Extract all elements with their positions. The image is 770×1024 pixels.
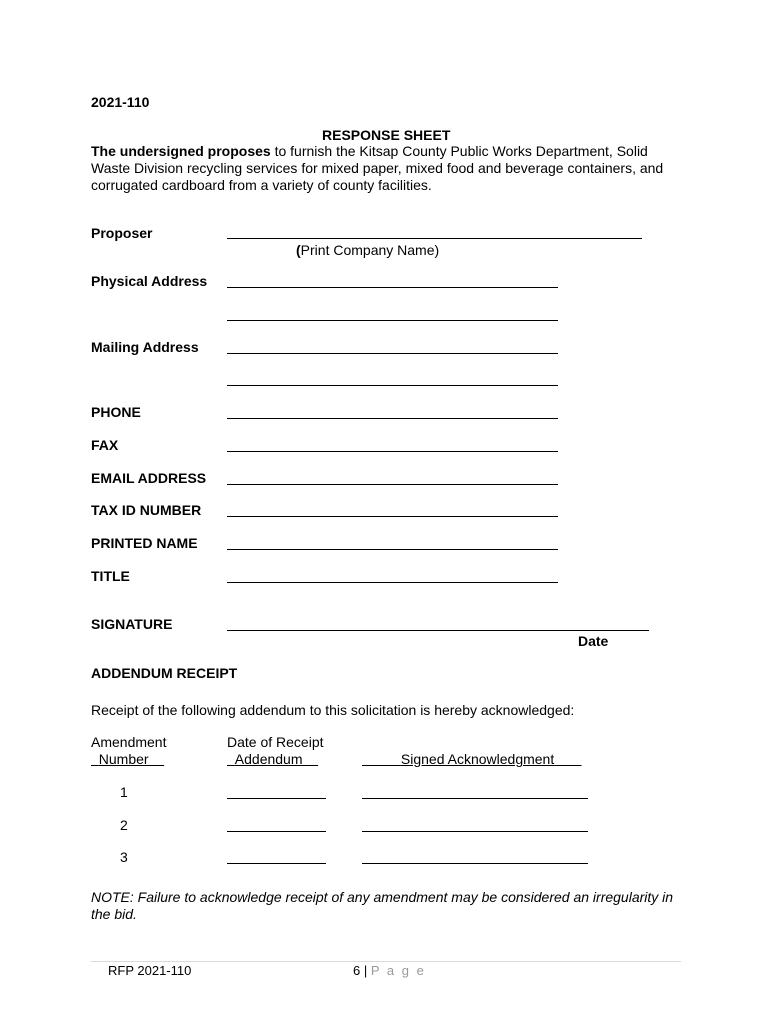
document-number: 2021-110 xyxy=(91,94,150,110)
amendment-number-2: 2 xyxy=(120,817,128,833)
phone-label: PHONE xyxy=(91,404,141,420)
fax-line[interactable] xyxy=(227,451,558,452)
note-text: NOTE: Failure to acknowledge receipt of any amendment may be considered an irregularity in the bid. xyxy=(91,889,674,922)
physical-address-line-2[interactable] xyxy=(227,320,558,321)
phone-line[interactable] xyxy=(227,418,558,419)
print-company-caption: (Print Company Name) xyxy=(296,242,440,258)
fax-label: FAX xyxy=(91,437,119,453)
mailing-address-line-1[interactable] xyxy=(227,353,558,354)
page-title: RESPONSE SHEET xyxy=(322,127,451,143)
date-receipt-line-2[interactable] xyxy=(227,831,326,832)
intro-rest: to furnish the Kitsap County Public Works Department, Solid Waste Division recycling services for mixed paper, mixed food and beverage containers, and corrugated cardboard from a variety of county facilities. xyxy=(91,143,664,193)
amendment-number-1: 1 xyxy=(120,784,128,800)
page-word: P a g e xyxy=(370,963,426,978)
footer-rfp: RFP 2021-110 xyxy=(108,963,192,978)
signature-line[interactable] xyxy=(227,630,649,631)
addendum-heading: ADDENDUM RECEIPT xyxy=(91,665,238,681)
tax-id-label: TAX ID NUMBER xyxy=(91,502,202,518)
amendment-header-line2: Number xyxy=(98,751,149,767)
email-line[interactable] xyxy=(227,484,558,485)
mailing-address-line-2[interactable] xyxy=(227,385,558,386)
date-caption: Date xyxy=(578,633,609,649)
printed-name-line[interactable] xyxy=(227,549,558,550)
date-receipt-line-1[interactable] xyxy=(227,798,326,799)
signed-ack-line-3[interactable] xyxy=(362,863,588,864)
physical-address-label: Physical Address xyxy=(91,273,208,289)
title-line[interactable] xyxy=(227,582,558,583)
page-sep: | xyxy=(360,963,371,978)
mailing-address-label: Mailing Address xyxy=(91,339,199,355)
physical-address-line-1[interactable] xyxy=(227,287,558,288)
proposer-line[interactable] xyxy=(227,238,642,239)
date-receipt-header-line2: Addendum xyxy=(234,751,303,767)
date-receipt-header-line1: Date of Receipt xyxy=(227,734,324,750)
signed-ack-line-2[interactable] xyxy=(362,831,588,832)
footer-page xyxy=(353,963,426,978)
intro-paragraph xyxy=(91,143,681,194)
footer-rule xyxy=(91,961,681,962)
email-label: EMAIL ADDRESS xyxy=(91,470,207,486)
signature-label: SIGNATURE xyxy=(91,616,173,632)
tax-id-line[interactable] xyxy=(227,516,558,517)
signed-ack-header: Signed Acknowledgment xyxy=(400,751,555,767)
addendum-receipt-text: Receipt of the following addendum to this solicitation is hereby acknowledged: xyxy=(91,702,575,718)
date-receipt-line-3[interactable] xyxy=(227,863,326,864)
proposer-label: Proposer xyxy=(91,225,153,241)
intro-bold: The undersigned proposes xyxy=(91,143,271,159)
page-number: 6 xyxy=(353,963,361,978)
printed-name-label: PRINTED NAME xyxy=(91,535,198,551)
amendment-number-3: 3 xyxy=(120,849,128,865)
title-label: TITLE xyxy=(91,568,130,584)
signed-ack-line-1[interactable] xyxy=(362,798,588,799)
amendment-header-line1: Amendment xyxy=(91,734,167,750)
